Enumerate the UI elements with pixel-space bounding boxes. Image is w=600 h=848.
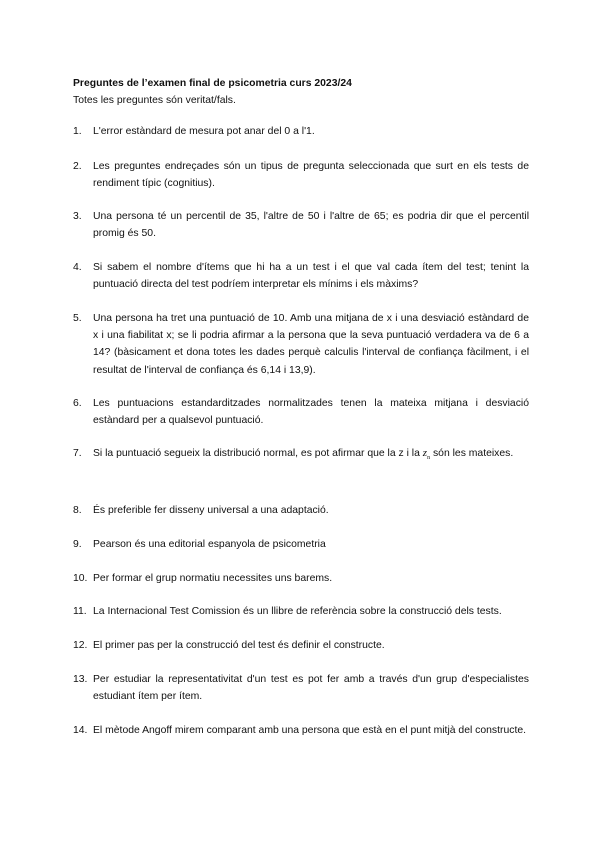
question-13 (73, 671, 529, 705)
question-number: 10. (73, 573, 88, 584)
question-2 (73, 158, 529, 192)
question-number: 1. (73, 126, 82, 137)
question-number: 4. (73, 262, 82, 273)
question-4 (73, 259, 529, 293)
question-12 (73, 637, 529, 654)
document-header (73, 75, 533, 109)
question-number: 13. (73, 674, 88, 685)
question-number: 12. (73, 640, 88, 651)
question-text: Una persona té un percentil de 35, l'altre de 50 i l'altre de 65; es podria dir que el percentil promig és 50. (93, 211, 529, 240)
question-number: 5. (73, 313, 82, 324)
question-text: L'error estàndard de mesura pot anar del 0 a l'1. (93, 126, 315, 137)
question-number: 2. (73, 161, 82, 172)
question-number: 11. (73, 606, 87, 617)
question-text: Les preguntes endreçades són un tipus de pregunta seleccionada que surt en els tests de rendiment típic (cognitius). (93, 161, 529, 190)
question-14 (73, 722, 529, 739)
question-text: El primer pas per la construcció del test és definir el constructe. (93, 640, 385, 651)
question-number: 6. (73, 398, 82, 409)
question-11 (73, 603, 529, 620)
question-text: El mètode Angoff mirem comparant amb una persona que està en el punt mitjà del constructe. (93, 725, 526, 736)
question-6 (73, 395, 529, 429)
question-3 (73, 208, 529, 242)
question-text-after: són les mateixes. (432, 448, 514, 459)
question-number: 14. (73, 725, 88, 736)
question-text: Per estudiar la representativitat d'un test es pot fer amb a través d'un grup d'especialistes estudiant ítem per ítem. (93, 674, 529, 703)
question-number: 8. (73, 505, 82, 516)
question-text: Les puntuacions estandarditzades normalitzades tenen la mateixa mitjana i desviació estàndard per a qualsevol puntuació. (93, 398, 529, 427)
question-5 (73, 310, 529, 379)
question-number: 7. (73, 448, 82, 459)
question-text: La Internacional Test Comission és un llibre de referència sobre la construcció dels tests. (93, 606, 502, 617)
question-text: Per formar el grup normatiu necessites uns barems. (93, 573, 333, 584)
question-text (93, 445, 529, 467)
z-normalized-symbol: $z_n$ (422, 447, 431, 462)
question-text: Si sabem el nombre d'ítems que hi ha a un test i el que val cada ítem del test; tenint la puntuació directa del test podríem interpretar els mínims i els màxims? (93, 262, 529, 291)
question-text-before: Si la puntuació segueix la distribució normal, es pot afirmar que la z i la (93, 448, 420, 459)
question-number: 3. (73, 211, 82, 222)
question-10 (73, 570, 529, 587)
document-title: Preguntes de l’examen final de psicometria curs 2023/24 (73, 78, 352, 89)
question-1 (73, 123, 529, 140)
question-text: És preferible fer disseny universal a una adaptació. (93, 505, 329, 516)
document-subtitle: Totes les preguntes són veritat/fals. (73, 95, 236, 106)
question-7 (73, 445, 529, 467)
question-text: Pearson és una editorial espanyola de psicometria (93, 539, 326, 550)
question-8 (73, 502, 529, 519)
question-9 (73, 536, 529, 553)
question-text: Una persona ha tret una puntuació de 10. Amb una mitjana de x i una desviació estàndard de x i una fiabilitat x; se li podria afirmar a la persona que la seva puntuació verdadera va de 6 a 14? (bàsicament et dona totes les dades perquè calculis l'interval de confiança fàcilment, i el resultat de l'interval de confiança és 6,14 i 13,9). (93, 313, 529, 376)
question-number: 9. (73, 539, 82, 550)
